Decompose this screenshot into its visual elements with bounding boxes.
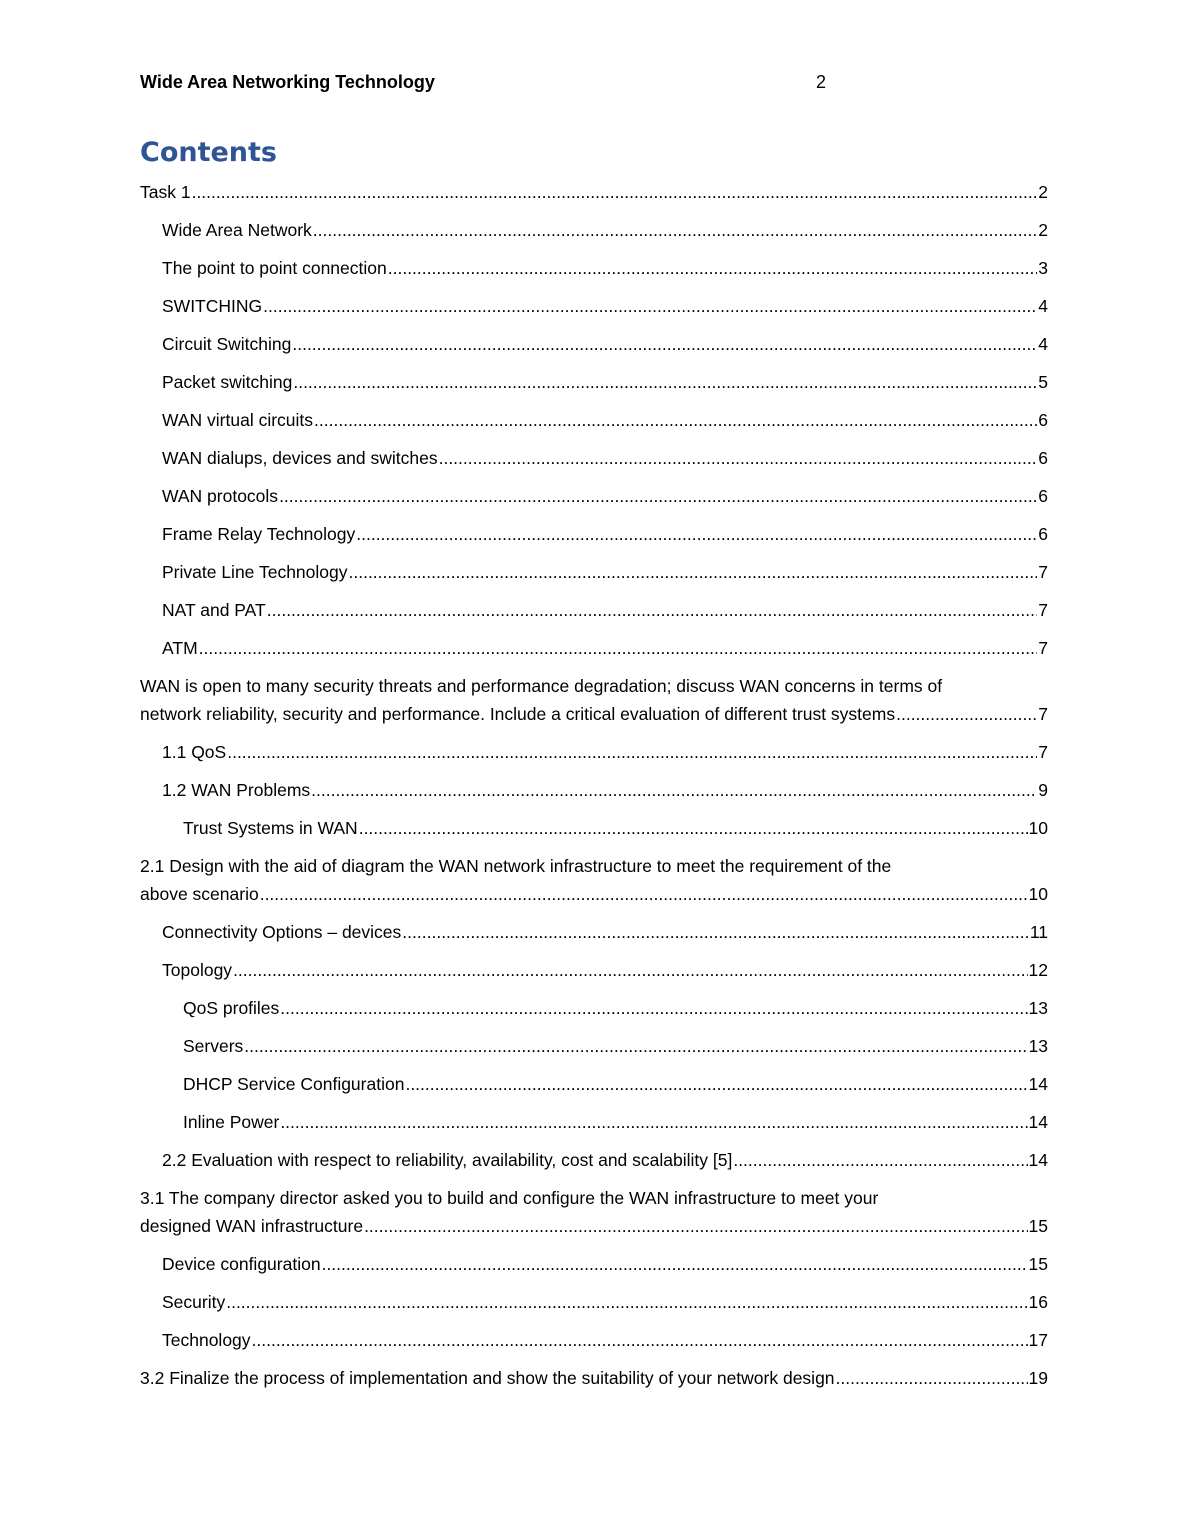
toc-entry-page: 2 (1038, 220, 1048, 240)
dot-leader (292, 330, 1037, 358)
dot-leader (439, 444, 1038, 472)
toc-entry-row (162, 444, 1048, 472)
dot-leader (356, 520, 1037, 548)
toc-entry-page: 9 (1038, 780, 1048, 800)
dot-leader (199, 634, 1038, 662)
toc-entry-page: 11 (1029, 922, 1048, 942)
toc-entry-text: Security (162, 1292, 226, 1312)
toc-entry-text-line1: 2.1 Design with the aid of diagram the WAN network infrastructure to meet the requirement of the (140, 856, 892, 876)
toc-entry-row (162, 482, 1048, 510)
toc-entry-page: 7 (1038, 704, 1048, 724)
toc-entry-text: ATM (162, 638, 198, 658)
dot-leader (322, 1250, 1028, 1278)
toc-entry-page: 14 (1028, 1150, 1048, 1170)
dot-leader (227, 738, 1037, 766)
toc-entry[interactable] (140, 1146, 1048, 1174)
toc-entry[interactable] (140, 330, 1048, 358)
dot-leader (226, 1288, 1027, 1316)
toc-entry[interactable] (140, 368, 1048, 396)
toc-entry-row (162, 1146, 1048, 1174)
toc-entry[interactable] (140, 216, 1048, 244)
toc-entry-row (162, 956, 1048, 984)
toc-entry-row (183, 814, 1048, 842)
toc-entry-page: 14 (1028, 1074, 1048, 1094)
toc-entry-row (162, 558, 1048, 586)
toc-entry-row (183, 1070, 1048, 1098)
dot-leader (263, 292, 1037, 320)
dot-leader (359, 814, 1028, 842)
toc-entry-text: Trust Systems in WAN (183, 818, 358, 838)
dot-leader (293, 368, 1037, 396)
toc-entry-row (140, 1364, 1048, 1392)
toc-entry[interactable] (140, 558, 1048, 586)
toc-entry-page: 4 (1038, 296, 1048, 316)
toc-entry-page: 4 (1038, 334, 1048, 354)
toc-entry-text: QoS profiles (183, 998, 280, 1018)
toc-entry-row (140, 1212, 1048, 1240)
toc-entry-page: 15 (1028, 1254, 1048, 1274)
toc-entry-text: Private Line Technology (162, 562, 348, 582)
dot-leader (280, 994, 1027, 1022)
toc-entry-text: 1.1 QoS (162, 742, 227, 762)
toc-entry[interactable] (140, 956, 1048, 984)
dot-leader (233, 956, 1027, 984)
toc-entry-text: Frame Relay Technology (162, 524, 356, 544)
toc-entry[interactable] (140, 1326, 1048, 1354)
toc-entry-row (162, 776, 1048, 804)
dot-leader (388, 254, 1038, 282)
toc-entry-text: Task 1 (140, 182, 191, 202)
toc-entry-text: Connectivity Options – devices (162, 922, 402, 942)
toc-entry[interactable] (140, 482, 1048, 510)
toc-entry-page: 13 (1028, 1036, 1048, 1056)
toc-entry-text: Technology (162, 1330, 251, 1350)
toc-entry-text: Topology (162, 960, 233, 980)
toc-entry-row (162, 216, 1048, 244)
toc-entry-page: 7 (1038, 562, 1048, 582)
dot-leader (252, 1326, 1028, 1354)
toc-entry[interactable] (140, 1032, 1048, 1060)
toc-entry-page: 3 (1038, 258, 1048, 278)
toc-entry-text: Servers (183, 1036, 244, 1056)
toc-entry-row (140, 178, 1048, 206)
toc-entry-page: 14 (1028, 1112, 1048, 1132)
toc-entry[interactable] (140, 852, 1048, 908)
dot-leader (280, 1108, 1027, 1136)
dot-leader (313, 216, 1037, 244)
toc-entry-row (140, 880, 1048, 908)
toc-entry-page: 2 (1038, 182, 1048, 202)
toc-entry-text: 1.2 WAN Problems (162, 780, 311, 800)
toc-entry-page: 7 (1038, 638, 1048, 658)
toc-entry[interactable] (140, 178, 1048, 206)
toc-entry[interactable] (140, 634, 1048, 662)
toc-entry-row (162, 1326, 1048, 1354)
dot-leader (836, 1364, 1028, 1392)
toc-entry-page: 7 (1038, 742, 1048, 762)
toc-entry-text: 2.2 Evaluation with respect to reliability, availability, cost and scalability [5] (162, 1150, 733, 1170)
dot-leader (314, 406, 1037, 434)
toc-entry-text: Inline Power (183, 1112, 280, 1132)
toc-entry-page: 12 (1028, 960, 1048, 980)
toc-entry-page: 17 (1028, 1330, 1048, 1350)
dot-leader (267, 596, 1038, 624)
dot-leader (402, 918, 1029, 946)
toc-entry[interactable] (140, 1288, 1048, 1316)
dot-leader (349, 558, 1038, 586)
toc-entry[interactable] (140, 918, 1048, 946)
toc-entry-page: 5 (1038, 372, 1048, 392)
toc-entry-text: above scenario (140, 884, 259, 904)
toc-entry-text: NAT and PAT (162, 600, 266, 620)
toc-entry[interactable] (140, 254, 1048, 282)
toc-entry-text: WAN protocols (162, 486, 279, 506)
toc-entry[interactable] (140, 1250, 1048, 1278)
toc-entry[interactable] (140, 672, 1048, 728)
table-of-contents (140, 178, 1048, 1402)
toc-entry-text: Device configuration (162, 1254, 321, 1274)
toc-entry[interactable] (140, 406, 1048, 434)
toc-entry-text: The point to point connection (162, 258, 387, 278)
toc-entry-row (162, 918, 1048, 946)
dot-leader (405, 1070, 1027, 1098)
toc-entry[interactable] (140, 596, 1048, 624)
toc-entry-row (162, 254, 1048, 282)
dot-leader (896, 700, 1037, 728)
toc-heading: Contents (140, 137, 278, 168)
toc-entry-text-line1: 3.1 The company director asked you to build and configure the WAN infrastructure to meet your (140, 1188, 879, 1208)
dot-leader (260, 880, 1028, 908)
toc-entry[interactable] (140, 814, 1048, 842)
toc-entry[interactable] (140, 994, 1048, 1022)
toc-entry-text: WAN dialups, devices and switches (162, 448, 438, 468)
toc-entry-row (183, 994, 1048, 1022)
toc-entry-page: 6 (1038, 410, 1048, 430)
toc-entry-page: 6 (1038, 486, 1048, 506)
toc-entry-text: Wide Area Network (162, 220, 312, 240)
toc-entry[interactable] (140, 520, 1048, 548)
toc-entry-page: 6 (1038, 524, 1048, 544)
toc-entry-page: 13 (1028, 998, 1048, 1018)
toc-entry-page: 7 (1038, 600, 1048, 620)
header-page-number: 2 (816, 72, 827, 92)
toc-entry-page: 6 (1038, 448, 1048, 468)
dot-leader (244, 1032, 1027, 1060)
toc-entry-page: 10 (1028, 818, 1048, 838)
toc-entry-text-line1: WAN is open to many security threats and performance degradation; discuss WAN concerns in terms of (140, 676, 943, 696)
toc-entry-row (162, 406, 1048, 434)
toc-entry-page: 16 (1028, 1292, 1048, 1312)
toc-entry-text: Packet switching (162, 372, 293, 392)
toc-entry-text: DHCP Service Configuration (183, 1074, 405, 1094)
toc-entry[interactable] (140, 776, 1048, 804)
toc-entry-row (140, 700, 1048, 728)
toc-entry-row (183, 1108, 1048, 1136)
toc-entry-page: 19 (1028, 1368, 1048, 1388)
toc-entry-text: designed WAN infrastructure (140, 1216, 364, 1236)
toc-entry-row (162, 368, 1048, 396)
toc-entry-row (162, 292, 1048, 320)
toc-entry-row (162, 634, 1048, 662)
toc-entry-row (162, 520, 1048, 548)
dot-leader (279, 482, 1037, 510)
toc-entry[interactable] (140, 1364, 1048, 1392)
toc-entry[interactable] (140, 1070, 1048, 1098)
toc-entry-row (162, 1250, 1048, 1278)
header-title: Wide Area Networking Technology (140, 72, 435, 92)
dot-leader (364, 1212, 1027, 1240)
toc-entry[interactable] (140, 1108, 1048, 1136)
dot-leader (733, 1146, 1027, 1174)
toc-entry-page: 10 (1028, 884, 1048, 904)
toc-entry-row (162, 330, 1048, 358)
toc-entry-text: Circuit Switching (162, 334, 292, 354)
toc-entry[interactable] (140, 1184, 1048, 1240)
running-header (140, 72, 1048, 96)
toc-entry-row (183, 1032, 1048, 1060)
toc-entry-text: network reliability, security and performance. Include a critical evaluation of different trust systems (140, 704, 896, 724)
toc-entry[interactable] (140, 292, 1048, 320)
toc-entry-row (162, 596, 1048, 624)
dot-leader (311, 776, 1037, 804)
toc-entry-page: 15 (1028, 1216, 1048, 1236)
toc-entry[interactable] (140, 738, 1048, 766)
toc-entry-text: SWITCHING (162, 296, 263, 316)
toc-entry-row (162, 738, 1048, 766)
toc-entry-text: 3.2 Finalize the process of implementation and show the suitability of your network design (140, 1368, 835, 1388)
dot-leader (192, 178, 1038, 206)
toc-entry-row (162, 1288, 1048, 1316)
toc-entry-text: WAN virtual circuits (162, 410, 314, 430)
toc-entry[interactable] (140, 444, 1048, 472)
